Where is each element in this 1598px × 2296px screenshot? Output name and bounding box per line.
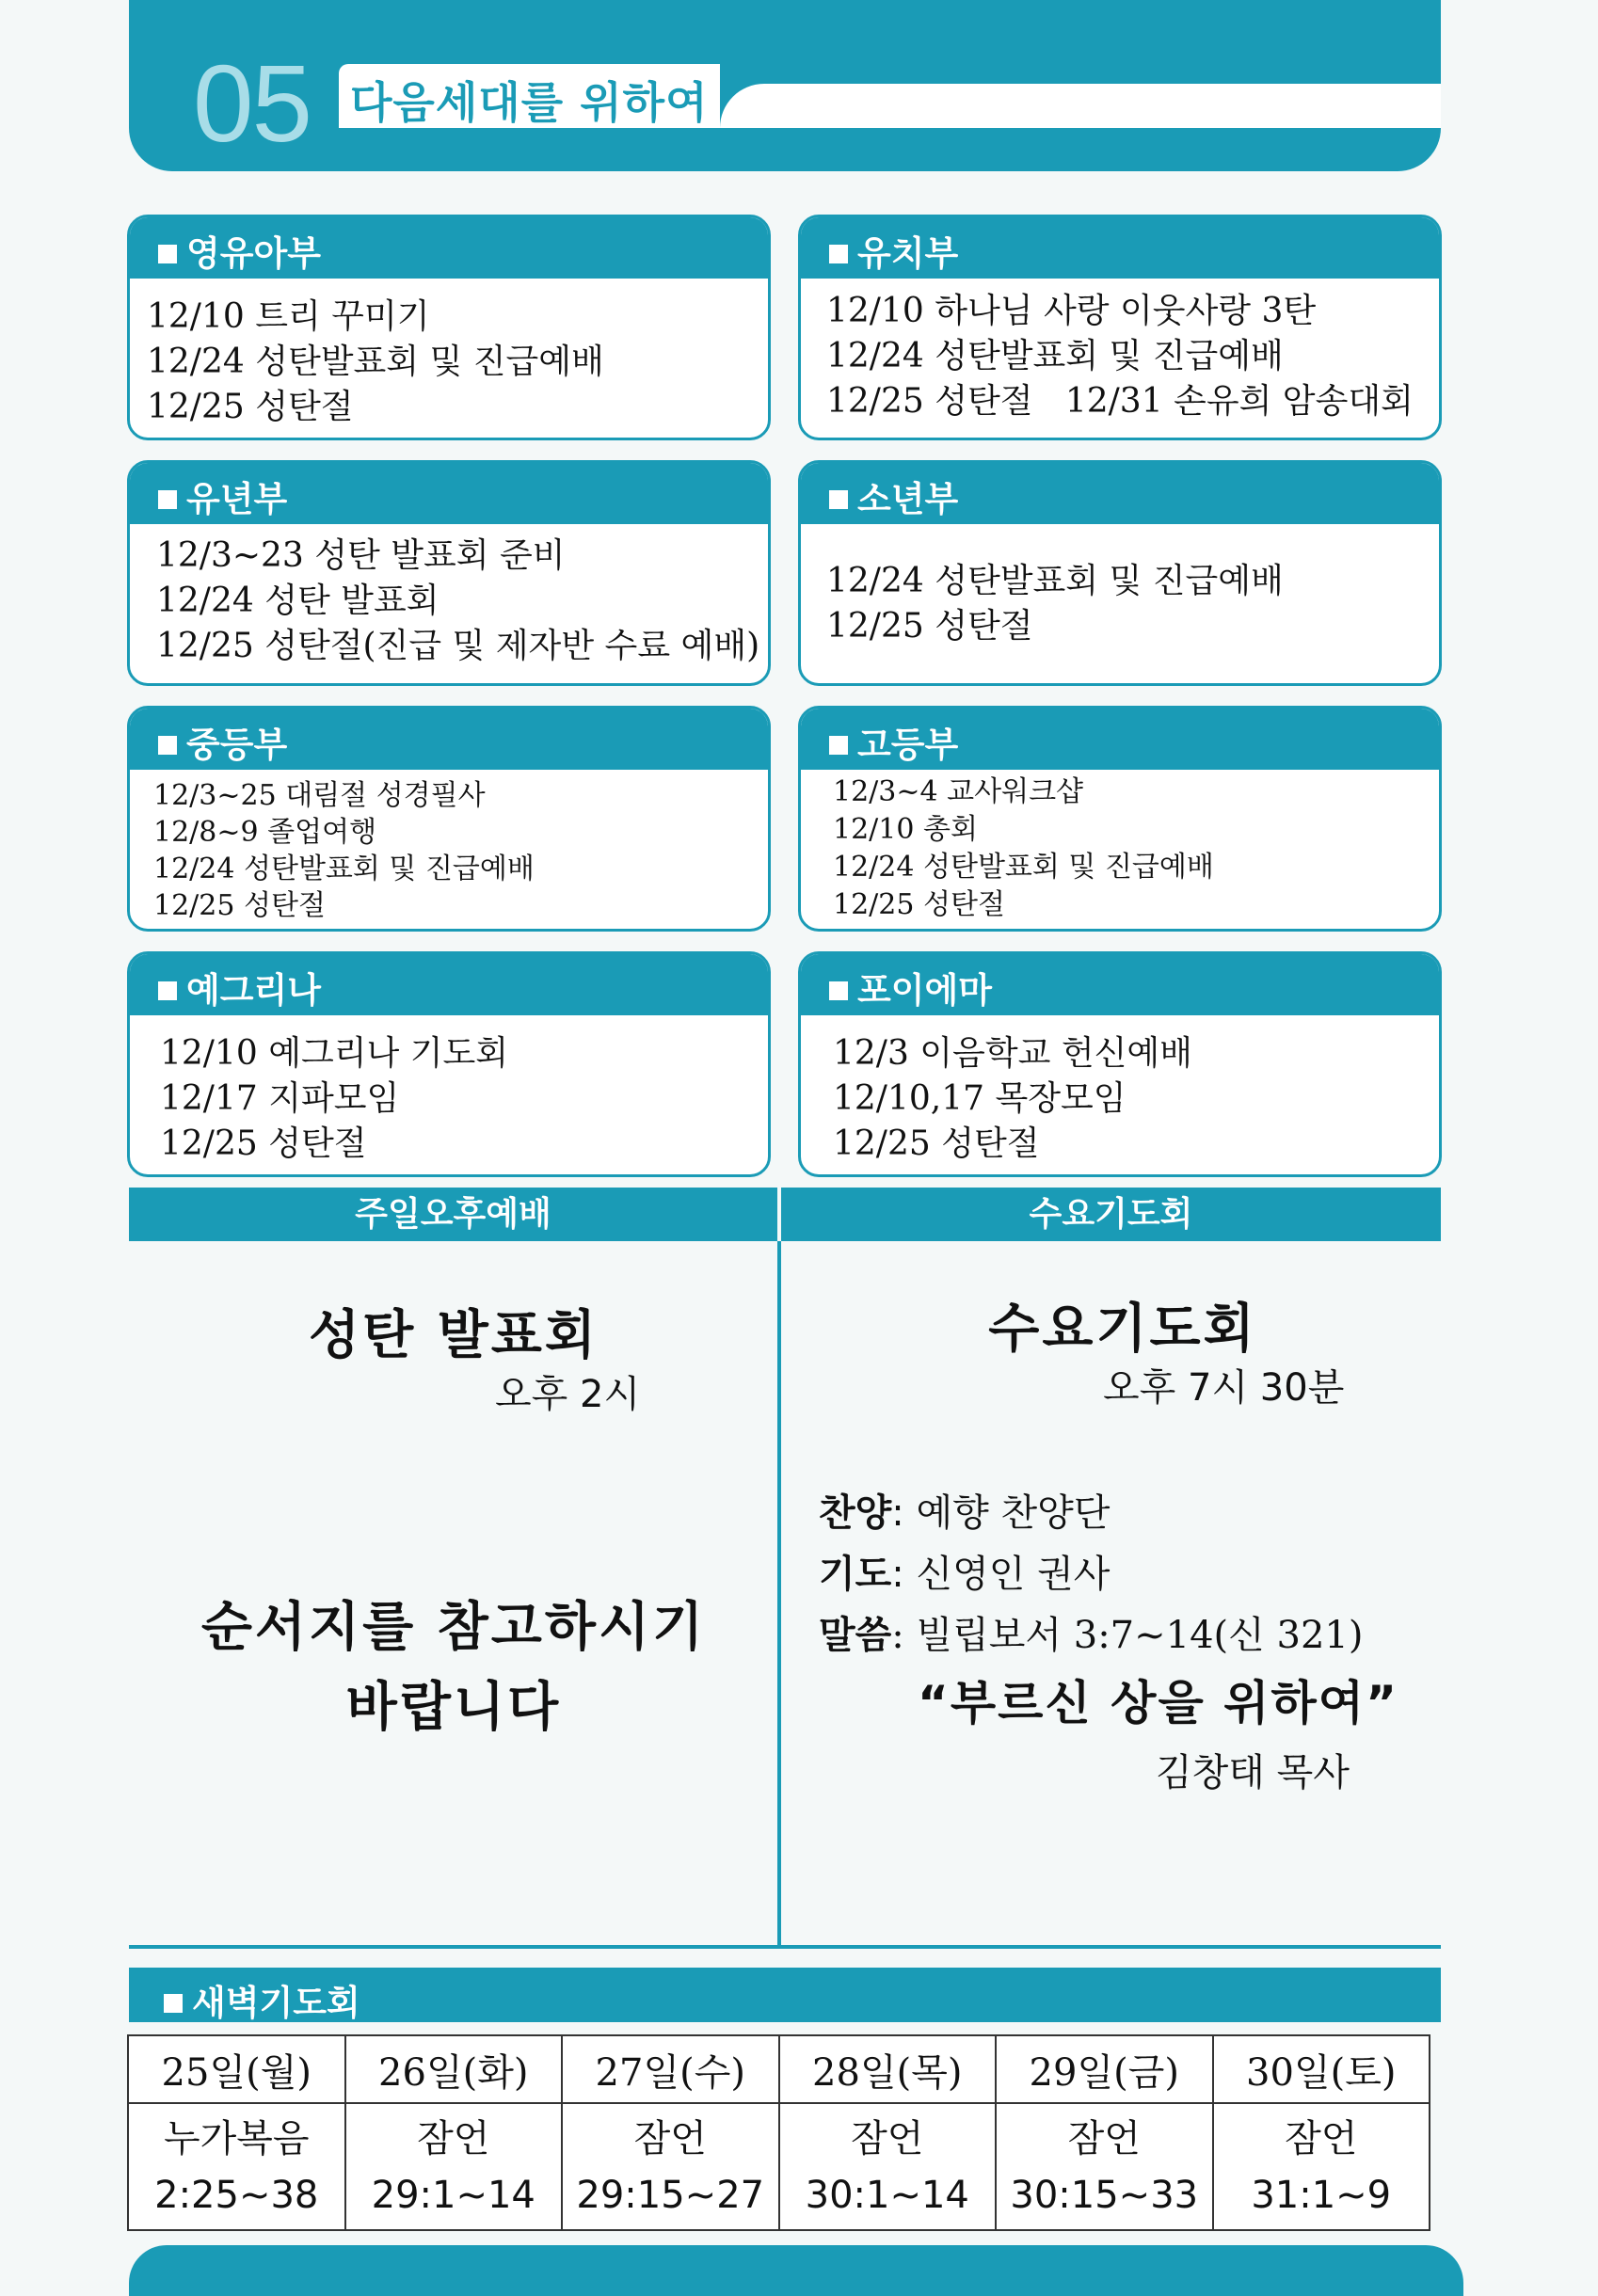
dept-poiema bbox=[798, 951, 1442, 1177]
dept-header bbox=[130, 709, 768, 770]
square-icon bbox=[158, 490, 177, 509]
verse-cell bbox=[562, 2103, 779, 2230]
dept-high bbox=[798, 706, 1442, 932]
wednesday-bar: 수요기도회 bbox=[781, 1188, 1441, 1241]
praise-value: : 예향 찬양단 bbox=[891, 1491, 1111, 1535]
prayer-value: : 신영인 권사 bbox=[891, 1553, 1111, 1596]
square-icon bbox=[158, 245, 177, 263]
dept-title: 유년부 bbox=[186, 479, 288, 519]
day-cell: 27일(수) bbox=[562, 2035, 779, 2103]
dept-title: 소년부 bbox=[857, 479, 959, 519]
square-icon bbox=[829, 981, 848, 1000]
praise-label: 찬양 bbox=[819, 1491, 892, 1535]
square-icon bbox=[829, 490, 848, 509]
dawn-title: 새벽기도회 bbox=[192, 1983, 360, 2023]
dept-boys bbox=[798, 460, 1442, 686]
section-divider bbox=[129, 1945, 1441, 1949]
dept-title: 중등부 bbox=[186, 725, 288, 765]
square-icon bbox=[829, 736, 848, 755]
footer-bar bbox=[129, 2245, 1463, 2296]
schedule-line: 12/10 트리 꾸미기 bbox=[147, 297, 430, 336]
section-title: 다음세대를 위하여 bbox=[350, 77, 709, 128]
schedule-line: 12/25 성탄절 bbox=[153, 889, 326, 922]
dept-infant bbox=[127, 215, 771, 440]
dept-schedule bbox=[826, 289, 1430, 424]
dept-schedule bbox=[826, 559, 1430, 649]
dept-header bbox=[130, 954, 768, 1015]
schedule-line: 12/24 성탄발표회 및 진급예배 bbox=[833, 851, 1214, 884]
dept-header bbox=[130, 217, 768, 279]
verse-cell bbox=[1213, 2103, 1430, 2230]
dawn-table bbox=[127, 2034, 1430, 2231]
day-cell: 28일(목) bbox=[779, 2035, 997, 2103]
praise-row bbox=[819, 1483, 1110, 1537]
schedule-line: 12/25 성탄절 bbox=[833, 1124, 1040, 1163]
schedule-line: 12/3~25 대림절 성경필사 bbox=[153, 779, 486, 812]
day-cell: 26일(화) bbox=[345, 2035, 563, 2103]
verse-ref: 29:1~14 bbox=[371, 2173, 535, 2217]
sermon-value: : 빌립보서 3:7~14(신 321) bbox=[891, 1614, 1364, 1657]
schedule-line: 12/3 이음학교 헌신예배 bbox=[833, 1034, 1192, 1073]
dept-header bbox=[801, 709, 1439, 770]
dept-header bbox=[801, 463, 1439, 524]
dept-title: 영유아부 bbox=[186, 233, 321, 274]
dept-schedule bbox=[833, 773, 1430, 924]
schedule-line: 12/8~9 졸업여행 bbox=[153, 816, 377, 849]
dept-schedule bbox=[833, 1031, 1430, 1167]
dept-schedule bbox=[147, 295, 759, 430]
table-row bbox=[128, 2103, 1430, 2230]
sunday-pm-bar: 주일오후예배 bbox=[129, 1188, 777, 1241]
schedule-line: 12/25 성탄절 bbox=[147, 388, 354, 426]
header-band bbox=[720, 84, 1441, 128]
dept-header bbox=[801, 217, 1439, 279]
verse-cell bbox=[128, 2103, 345, 2230]
schedule-line: 12/24 성탄 발표회 bbox=[156, 582, 439, 620]
wednesday-title: 수요기도회 bbox=[988, 1299, 1257, 1360]
column-divider bbox=[777, 1241, 781, 1945]
verse-cell bbox=[996, 2103, 1213, 2230]
dawn-bar bbox=[129, 1968, 1441, 2022]
schedule-line: 12/24 성탄발표회 및 진급예배 bbox=[153, 853, 535, 885]
schedule-line: 12/10 총회 bbox=[833, 813, 978, 846]
verse-ref: 31:1~9 bbox=[1251, 2173, 1392, 2217]
dept-kinder bbox=[798, 215, 1442, 440]
dept-children bbox=[127, 460, 771, 686]
schedule-line: 12/25 성탄절 bbox=[833, 888, 1005, 921]
dept-title: 예그리나 bbox=[186, 970, 321, 1011]
schedule-line: 12/3~4 교사워크샵 bbox=[833, 775, 1084, 808]
day-cell: 25일(월) bbox=[128, 2035, 345, 2103]
verse-ref: 29:15~27 bbox=[576, 2173, 765, 2217]
dept-schedule bbox=[160, 1031, 759, 1167]
day-cell: 30일(토) bbox=[1213, 2035, 1430, 2103]
table-row bbox=[128, 2035, 1430, 2103]
verse-ref: 30:1~14 bbox=[805, 2173, 969, 2217]
preacher: 김창태 목사 bbox=[1156, 1751, 1350, 1794]
sunday-pm-time: 오후 2시 bbox=[495, 1373, 641, 1416]
dept-title: 유치부 bbox=[857, 233, 959, 274]
dept-schedule bbox=[153, 777, 759, 924]
book-name: 잠언 bbox=[633, 2116, 707, 2160]
schedule-line: 12/10,17 목장모임 bbox=[833, 1079, 1127, 1118]
schedule-line: 12/10 예그리나 기도회 bbox=[160, 1034, 509, 1073]
square-icon bbox=[158, 736, 177, 755]
verse-ref: 2:25~38 bbox=[154, 2173, 319, 2217]
square-icon bbox=[829, 245, 848, 263]
book-name: 누가복음 bbox=[163, 2116, 310, 2160]
book-name: 잠언 bbox=[1067, 2116, 1141, 2160]
square-icon bbox=[164, 1994, 183, 2013]
schedule-line: 12/10 하나님 사랑 이웃사랑 3탄 bbox=[826, 292, 1317, 330]
sermon-row bbox=[819, 1605, 1363, 1659]
sermon-title: “부르신 상을 위하여” bbox=[918, 1676, 1398, 1730]
schedule-line: 12/17 지파모임 bbox=[160, 1079, 400, 1118]
book-name: 잠언 bbox=[851, 2116, 924, 2160]
dept-header bbox=[801, 954, 1439, 1015]
book-name: 잠언 bbox=[1285, 2116, 1358, 2160]
sunday-pm-title: 성탄 발표회 bbox=[309, 1305, 599, 1366]
dept-middle bbox=[127, 706, 771, 932]
dept-title: 고등부 bbox=[857, 725, 959, 765]
schedule-line: 12/25 성탄절 bbox=[160, 1124, 367, 1163]
sunday-pm-note: 순서지를 참고하시기 bbox=[200, 1597, 707, 1658]
dept-schedule bbox=[156, 534, 759, 669]
dept-title: 포이에마 bbox=[857, 970, 992, 1011]
prayer-label: 기도 bbox=[819, 1553, 892, 1596]
verse-cell bbox=[345, 2103, 563, 2230]
schedule-line: 12/24 성탄발표회 및 진급예배 bbox=[826, 337, 1284, 375]
schedule-line: 12/25 성탄절(진급 및 제자반 수료 예배) bbox=[156, 627, 760, 665]
schedule-line: 12/24 성탄발표회 및 진급예배 bbox=[826, 562, 1284, 600]
book-name: 잠언 bbox=[417, 2116, 490, 2160]
sermon-label: 말씀 bbox=[819, 1614, 892, 1657]
wednesday-time: 오후 7시 30분 bbox=[1103, 1366, 1345, 1410]
day-cell: 29일(금) bbox=[996, 2035, 1213, 2103]
schedule-line: 12/25 성탄절 bbox=[826, 607, 1033, 646]
dept-header bbox=[130, 463, 768, 524]
section-number: 05 bbox=[193, 42, 312, 165]
prayer-row bbox=[819, 1544, 1110, 1598]
dept-youth bbox=[127, 951, 771, 1177]
schedule-line: 12/3~23 성탄 발표회 준비 bbox=[156, 536, 566, 575]
schedule-line: 12/25 성탄절 12/31 손유희 암송대회 bbox=[826, 382, 1414, 421]
square-icon bbox=[158, 981, 177, 1000]
schedule-line: 12/24 성탄발표회 및 진급예배 bbox=[147, 343, 604, 381]
verse-ref: 30:15~33 bbox=[1010, 2173, 1199, 2217]
verse-cell bbox=[779, 2103, 997, 2230]
sunday-pm-note: 바랍니다 bbox=[345, 1677, 562, 1738]
